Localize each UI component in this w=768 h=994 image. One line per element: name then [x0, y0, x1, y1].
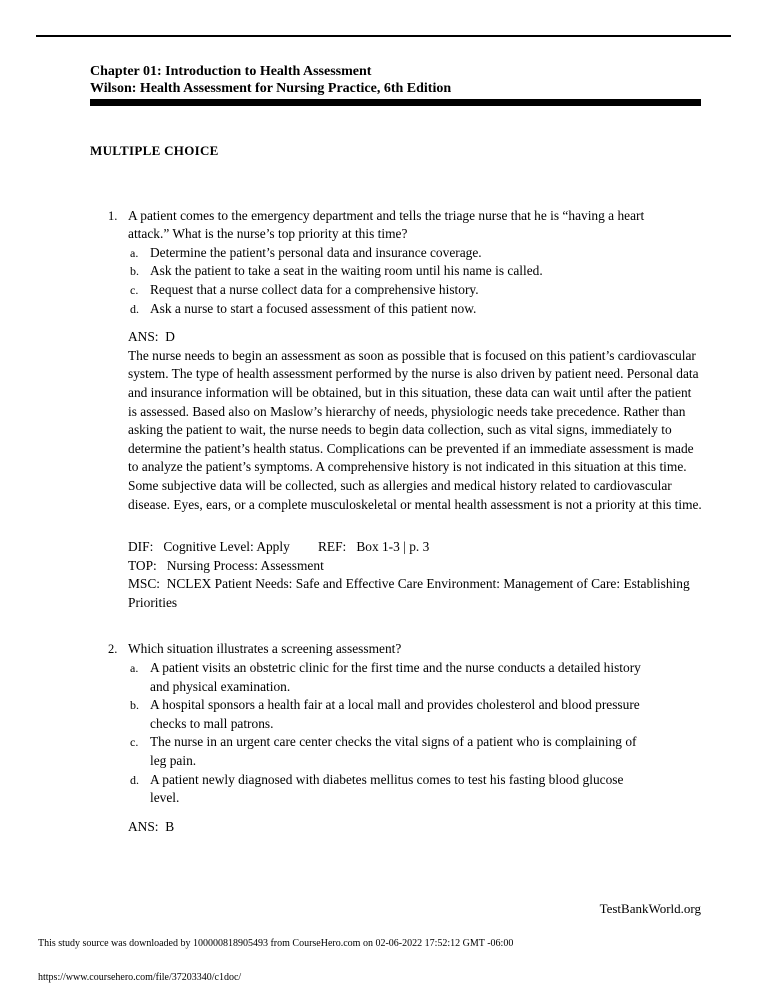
option-text: Ask a nurse to start a focused assessment of this patient now.	[150, 300, 477, 316]
document-header	[90, 63, 702, 106]
option-letter: c.	[130, 282, 139, 297]
title-divider-bar	[90, 99, 701, 106]
option-b	[128, 262, 702, 281]
question-meta	[128, 538, 702, 612]
option-text: A hospital sponsors a health fair at a local mall and provides cholesterol and blood pressure checks to mall patrons.	[150, 697, 640, 731]
question-text: Which situation illustrates a screening assessment?	[128, 641, 402, 657]
option-letter: b.	[130, 264, 139, 279]
question-number: 2.	[108, 642, 118, 657]
answer-line: ANS: D	[128, 329, 175, 345]
option-letter: a.	[130, 661, 139, 676]
option-text: Request that a nurse collect data for a comprehensive history.	[150, 281, 479, 297]
question-text: A patient comes to the emergency department and tells the triage nurse that he is “having a heart attack.” What is the nurse’s top priority at this time?	[128, 207, 645, 242]
option-b	[128, 696, 702, 733]
top-rule	[36, 35, 731, 37]
option-letter: d.	[130, 772, 139, 787]
source-url-link[interactable]: https://www.coursehero.com/file/37203340/c1doc/	[38, 972, 242, 983]
answer-line: ANS: B	[128, 818, 175, 834]
option-a	[128, 659, 702, 696]
option-text: Determine the patient’s personal data and insurance coverage.	[150, 244, 482, 260]
meta-dif-ref-row	[128, 538, 702, 557]
option-d	[128, 771, 702, 808]
section-title: MULTIPLE CHOICE	[90, 143, 219, 158]
answer-options	[128, 659, 702, 808]
option-text: A patient newly diagnosed with diabetes mellitus comes to test his fasting blood glucose level.	[150, 771, 624, 806]
page-content	[90, 63, 702, 836]
book-title: Wilson: Health Assessment for Nursing Practice, 6th Edition	[90, 81, 452, 96]
option-a	[128, 244, 702, 263]
option-letter: a.	[130, 245, 139, 260]
meta-ref: REF: Box 1-3 | p. 3	[318, 539, 430, 555]
option-text: A patient visits an obstetric clinic for the first time and the nurse conducts a detailed history and physical examination.	[150, 660, 641, 694]
option-text: The nurse in an urgent care center checks the vital signs of a patient who is complaining of leg pain.	[150, 734, 637, 769]
option-c	[128, 733, 702, 770]
option-d	[128, 300, 702, 319]
option-c	[128, 281, 702, 300]
answer-rationale: The nurse needs to begin an assessment as soon as possible that is focused on this patient’s cardiovascular system. The type of health assessment performed by the nurse is also driven by patient need. Personal data and insurance information will be obtained, but in this situation, these data can wait until after the patient is assessed. Based also on Maslow’s hierarchy of needs, physiologic needs take precedence. Rather than asking the patient to wait, the nurse needs to begin data collection, such as vital signs, immediately to determine the patient’s health status. Complications can be prevented if an immediate assessment is made to analyze the patient’s symptoms. A comprehensive history is not indicated in this situation at this time. Some subjective data will be collected, such as allergies and medical history related to cardiovascular disease. Eyes, ears, or a complete musculoskeletal or mental health assessment is not a priority at this time.	[128, 347, 702, 512]
meta-dif: DIF: Cognitive Level: Apply	[128, 539, 290, 555]
option-letter: b.	[130, 698, 139, 713]
question-body	[128, 640, 702, 836]
question-number: 1.	[108, 208, 118, 223]
chapter-title: Chapter 01: Introduction to Health Assessment	[90, 64, 372, 79]
option-letter: d.	[130, 301, 139, 316]
meta-msc: MSC: NCLEX Patient Needs: Safe and Effective Care Environment: Management of Care: Establishing Priorities	[128, 576, 694, 610]
question-body	[128, 207, 702, 613]
question-1	[90, 207, 702, 613]
question-2	[90, 640, 702, 836]
option-text: Ask the patient to take a seat in the waiting room until his name is called.	[150, 263, 543, 279]
watermark-testbankworld: TestBankWorld.org	[599, 901, 701, 916]
option-letter: c.	[130, 735, 139, 750]
answer-options	[128, 244, 702, 318]
download-note: This study source was downloaded by 100000818905493 from CourseHero.com on 02-06-2022 17:52:12 GMT -06:00	[38, 938, 514, 949]
meta-top: TOP: Nursing Process: Assessment	[128, 557, 324, 573]
